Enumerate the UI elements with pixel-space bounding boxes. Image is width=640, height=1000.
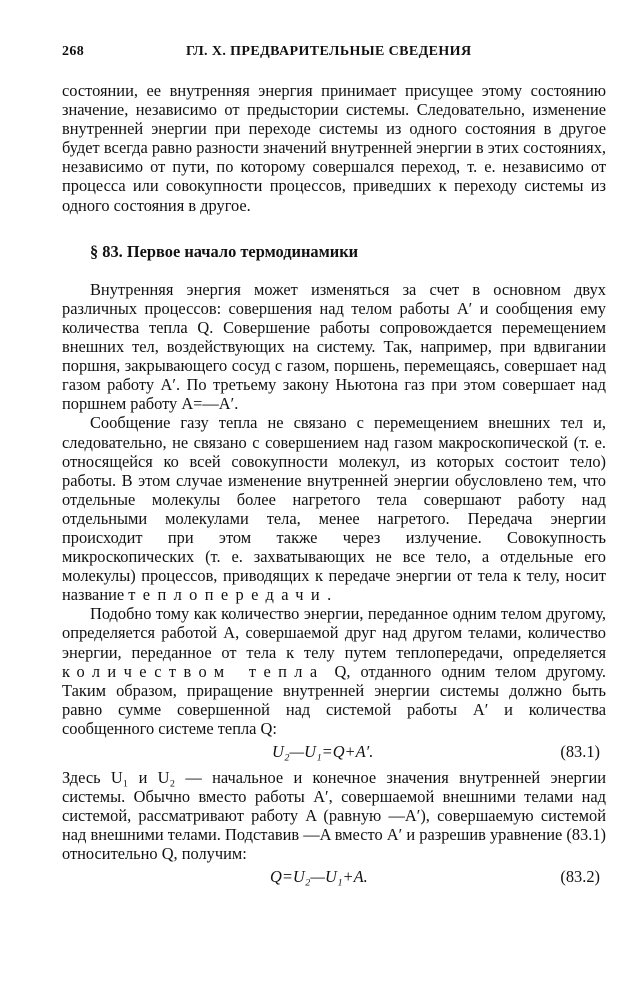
equation-83-2-formula: Q=U₂—U₁+A. (270, 867, 368, 887)
paragraph-quantity-start: Подобно тому как количество энергии, переданное одним телом другому, определяется работой A, совершаемой друг над другом телами, количество энергии, переданное от тела к телу путем теплопередачи, определяется (62, 604, 606, 662)
page-number: 268 (62, 44, 85, 59)
equation-83-1-number: (83.1) (560, 742, 600, 761)
term-heat-transfer: теплопередачи (128, 585, 328, 605)
body-text (62, 81, 606, 889)
paragraph-quantity-end: Q, отданного одним телом другому. Таким образом, приращение внутренней энергии системы должно быть равно сумме совершенной над системой работы A′ и количества сообщенного системе тепла Q: (62, 661, 606, 738)
term-quantity-of-heat: количеством тепла (62, 661, 325, 681)
paragraph-heat-transfer (62, 413, 606, 604)
paragraph-here: Здесь U₁ и U₂ — начальное и конечное значения внутренней энергии системы. Обычно вместо работы A′, совершаемой внешними телами над системой, рассматривают работу A (равную —A′), совершаемую системой над внешними телами. Подставив —A вместо A′ и разрешив уравнение (83.1) относительно Q, получим: (62, 768, 606, 864)
equation-83-1 (62, 740, 606, 764)
book-page (62, 44, 606, 893)
paragraph-quantity-of-heat (62, 604, 606, 738)
chapter-title: ГЛ. X. ПРЕДВАРИТЕЛЬНЫЕ СВЕДЕНИЯ (186, 44, 472, 59)
paragraph-heat-transfer-end: . (327, 585, 332, 605)
paragraph-continuation: состоянии, ее внутренняя энергия принимает присущее этому состоянию значение, независимо от предыстории системы. Следовательно, изменение внутренней энергии при переходе системы из одного состояния в другое будет всегда равно разности значений внутренней энергии в этих состояниях, независимо от пути, по которому совершался переход, т. е. независимо от процесса или совокупности процессов, приведших к переходу системы из одного состояния в другое. (62, 81, 606, 215)
section-heading: § 83. Первое начало термодинамики (90, 241, 359, 261)
equation-83-2 (62, 865, 606, 889)
equation-83-1-formula: U₂—U₁=Q+A′. (272, 742, 374, 761)
paragraph-heat-transfer-text: Сообщение газу тепла не связано с перемещением внешних тел и, следовательно, не связано с совершением над газом макроскопической (т. е. относящейся ко всей совокупности молекул, из которых состоит тело) работы. В этом случае изменение внутренней энергии обусловлено тем, что отдельные молекулы более нагретого тела совершают работу над отдельными молекулами тела, менее нагретого. Передача энергии происходит при этом также через излучение. Совокупность микроскопических (т. е. захватывающих не все тело, а отдельные его молекулы) процессов, приводящих к передаче энергии от тела к телу, носит название (62, 413, 606, 605)
paragraph-internal-energy: Внутренняя энергия может изменяться за счет в основном двух различных процессов: совершения над телом работы A′ и сообщения ему количества тепла Q. Совершение работы сопровождается перемещением внешних тел, воздействующих на систему. Так, например, при вдвигании поршня, закрывающего сосуд с газом, поршень, перемещаясь, совершает над газом работу A′. По третьему закону Ньютона газ при этом совершает над поршнем работу A=—A′. (62, 279, 606, 414)
equation-83-2-number: (83.2) (560, 867, 600, 887)
running-head (62, 44, 606, 66)
